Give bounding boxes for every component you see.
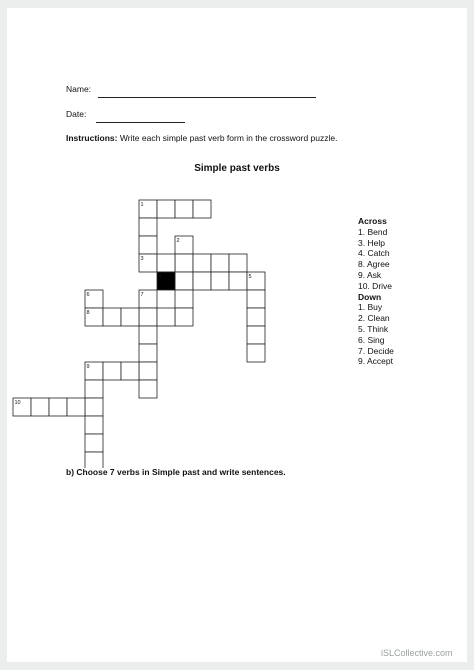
crossword-cell[interactable] [211, 272, 229, 290]
down-clue: 9. Accept [358, 356, 393, 367]
site-watermark: iSLCollective.com [381, 648, 453, 658]
crossword-cell[interactable] [49, 398, 67, 416]
crossword-cell[interactable] [121, 308, 139, 326]
clue-number: 10 [14, 400, 21, 406]
crossword-cell[interactable] [139, 362, 157, 380]
worksheet-page [7, 8, 467, 662]
clue-list [358, 216, 394, 367]
crossword-cell[interactable] [103, 308, 121, 326]
down-clue: 6. Sing [358, 334, 385, 345]
crossword-cell[interactable] [175, 308, 193, 326]
crossword-cell[interactable] [103, 362, 121, 380]
down-clue: 5. Think [358, 323, 389, 334]
crossword-cell[interactable] [157, 308, 175, 326]
across-clue: 8. Agree [358, 259, 390, 270]
date-label: Date: [66, 109, 87, 119]
crossword-cell[interactable] [139, 344, 157, 362]
crossword-cell[interactable] [157, 254, 175, 272]
crossword-cell[interactable] [85, 380, 103, 398]
clue-number: 2 [176, 238, 180, 244]
crossword-cell[interactable] [139, 326, 157, 344]
crossword-cell[interactable] [121, 362, 139, 380]
clue-number: 6 [86, 292, 90, 298]
instructions-label: Instructions: [66, 133, 118, 143]
crossword-cell[interactable] [229, 272, 247, 290]
crossword-cell[interactable] [175, 254, 193, 272]
instructions-text: Write each simple past verb form in the crossword puzzle. [117, 133, 338, 143]
crossword-grid [7, 8, 467, 468]
down-clue: 2. Clean [358, 313, 390, 324]
crossword-cell[interactable] [229, 254, 247, 272]
down-heading: Down [358, 291, 382, 302]
clue-number: 3 [140, 256, 144, 262]
crossword-cell[interactable] [85, 398, 103, 416]
clue-number: 7 [140, 292, 144, 298]
crossword-cell[interactable] [139, 218, 157, 236]
crossword-cell[interactable] [247, 308, 265, 326]
name-label: Name: [66, 84, 92, 94]
crossword-cell[interactable] [247, 326, 265, 344]
across-clue: 1. Bend [358, 226, 388, 237]
crossword-cell[interactable] [139, 380, 157, 398]
across-heading: Across [358, 216, 387, 226]
crossword-cell[interactable] [139, 308, 157, 326]
crossword-cell[interactable] [31, 398, 49, 416]
down-clue: 1. Buy [358, 302, 383, 313]
crossword-cell[interactable] [193, 254, 211, 272]
crossword-cell[interactable] [85, 416, 103, 434]
crossword-cell[interactable] [193, 272, 211, 290]
crossword-cell[interactable] [67, 398, 85, 416]
clue-number: 5 [248, 274, 252, 280]
crossword-cell[interactable] [157, 200, 175, 218]
writing-task-prompt: b) Choose 7 verbs in Simple past and write sentences. [66, 467, 286, 477]
clue-number: 1 [140, 202, 144, 208]
crossword-cell[interactable] [85, 434, 103, 452]
crossword-cell[interactable] [193, 200, 211, 218]
across-clue: 3. Help [358, 237, 385, 248]
crossword-cell[interactable] [175, 200, 193, 218]
down-clue: 7. Decide [358, 345, 394, 356]
crossword-cell[interactable] [85, 452, 103, 468]
puzzle-title: Simple past verbs [194, 163, 280, 174]
clue-number: 4 [158, 274, 162, 280]
crossword-cell[interactable] [175, 290, 193, 308]
crossword-cell[interactable] [247, 344, 265, 362]
crossword-cell[interactable] [211, 254, 229, 272]
across-clue: 10. Drive [358, 280, 393, 291]
clue-number: 8 [86, 310, 90, 316]
crossword-cell[interactable] [247, 290, 265, 308]
crossword-cell[interactable] [139, 236, 157, 254]
crossword-cell[interactable] [175, 272, 193, 290]
across-clue: 9. Ask [358, 269, 382, 280]
clue-number: 9 [86, 364, 90, 370]
across-clue: 4. Catch [358, 248, 390, 259]
